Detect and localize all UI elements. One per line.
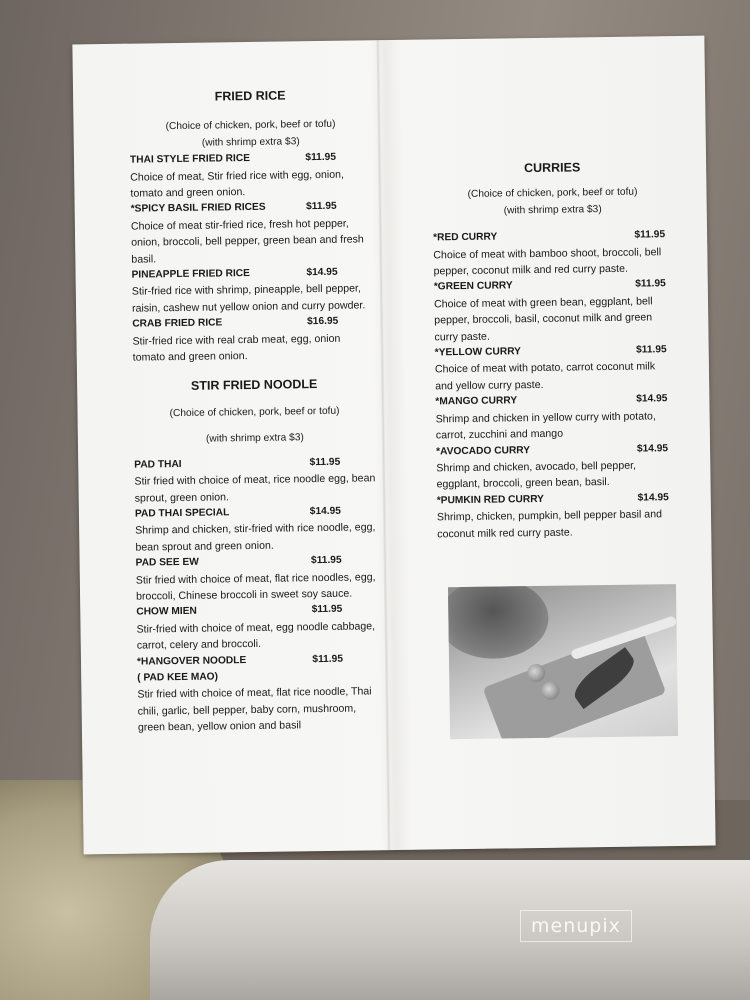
curries-shrimp-note: (with shrimp extra $3) [503, 203, 602, 217]
menu-item [436, 441, 677, 494]
menu-item [434, 277, 675, 346]
item-name: *HANGOVER NOODLE [136, 654, 247, 668]
item-description: Stir-fried with choice of meat, egg noodle cabbage, carrot, celery and broccoli. [136, 620, 376, 652]
garlic-shape [541, 682, 559, 700]
fried-rice-shrimp-note: (with shrimp extra $3) [201, 136, 300, 149]
item-name: THAI STYLE FRIED RICE [129, 153, 251, 166]
menu-item [435, 391, 676, 444]
item-description: Choice of meat with bamboo shoot, broccoli, bell pepper, coconut milk and red curry paste. [433, 245, 662, 278]
item-price: $14.95 [636, 442, 669, 455]
menu-item [131, 264, 374, 317]
item-price: $11.95 [636, 344, 667, 356]
stir-fried-noodle-title: STIR FRIED NOODLE [190, 376, 318, 393]
item-description: Stir-fried rice with shrimp, pineapple, bell pepper, raisin, cashew nut yellow onion and curry powder. [131, 282, 366, 315]
item-description: Stir-fried rice with real crab meat, egg, onion tomato and green onion. [132, 332, 341, 364]
menu-item [132, 314, 375, 367]
item-name: PAD THAI [134, 458, 182, 471]
fried-rice-title: FRIED RICE [214, 88, 286, 104]
item-name: *GREEN CURRY [433, 280, 513, 293]
item-name: *PUMKIN RED CURRY [436, 493, 545, 507]
item-description: Stir fried with choice of meat, flat rice noodles, egg, broccoli, Chinese broccoli in sweet soy sauce. [135, 570, 376, 603]
right-column [432, 158, 677, 542]
menu-item [433, 227, 674, 280]
item-name: PINEAPPLE FRIED RICE [131, 268, 250, 281]
menu-item [131, 199, 374, 268]
menu-item [134, 454, 377, 507]
menu-sheet [72, 36, 715, 855]
item-price: $14.95 [306, 266, 338, 279]
item-price: $14.95 [309, 505, 341, 518]
watermark-logo: menupix [520, 910, 632, 942]
item-price: $11.95 [305, 201, 337, 213]
item-price: $14.95 [636, 393, 668, 405]
item-name: PAD THAI SPECIAL [134, 507, 230, 520]
item-description: Stir fried with choice of meat, flat rice noodle, Thai chili, garlic, bell pepper, baby corn, mushroom, green bean, yellow onion and basil [137, 685, 372, 734]
menu-item [137, 651, 380, 736]
curries-title: CURRIES [523, 160, 581, 176]
item-name: *YELLOW CURRY [434, 346, 522, 359]
noodle-note: (Choice of chicken, pork, beef or tofu) [169, 405, 340, 420]
item-description: Choice of meat stir-fried rice, fresh hot pepper, onion, broccoli, bell pepper, green bean and fresh basil. [130, 217, 364, 266]
item-name: CRAB FRIED RICE [132, 317, 223, 330]
item-price: $16.95 [307, 316, 339, 328]
item-name: CHOW MIEN [136, 606, 197, 618]
menu-item [437, 490, 678, 543]
item-description: Shrimp and chicken, stir-fried with rice noodle, egg, bean sprout and green onion. [135, 521, 376, 554]
item-name: *SPICY BASIL FRIED RICES [130, 202, 266, 216]
item-description: Choice of meat, Stir fried rice with egg, onion, tomato and green onion. [130, 168, 345, 200]
item-name: *MANGO CURRY [435, 395, 518, 408]
fried-rice-note: (Choice of chicken, pork, beef or tofu) [165, 119, 336, 133]
menu-item [135, 503, 378, 556]
food-photo [448, 584, 678, 739]
menu-item [130, 149, 373, 202]
bowl-shape [448, 584, 549, 659]
item-description: Stir fried with choice of meat, rice noodle egg, bean sprout, green onion. [134, 472, 376, 505]
item-description: Shrimp, chicken, pumpkin, bell pepper basil and coconut milk red curry paste. [436, 508, 663, 540]
item-price: $11.95 [311, 604, 343, 616]
noodle-shrimp-note: (with shrimp extra $3) [205, 432, 304, 445]
item-price: $11.95 [305, 152, 337, 164]
item-description: Choice of meat with potato, carrot coconut milk and yellow curry paste. [434, 360, 656, 393]
item-price: $11.95 [312, 653, 344, 665]
item-price: $11.95 [310, 554, 342, 567]
item-price: $11.95 [635, 278, 666, 291]
item-name: *AVOCADO CURRY [436, 444, 531, 457]
menu-item [435, 342, 676, 395]
item-price: $11.95 [634, 229, 666, 241]
item-description: Choice of meat with green bean, eggplant, bell pepper, broccoli, basil, coconut milk and green curry paste. [433, 295, 653, 344]
menu-item [136, 552, 379, 605]
item-price: $14.95 [637, 491, 669, 504]
fabric-right [150, 860, 750, 1000]
item-name: PAD SEE EW [135, 556, 199, 569]
left-column [129, 86, 380, 736]
item-price: $11.95 [309, 456, 341, 468]
item-description: Shrimp and chicken in yellow curry with potato, carrot, zucchini and mango [435, 410, 656, 442]
item-subname: ( PAD KEE MAO) [137, 671, 219, 684]
item-description: Shrimp and chicken, avocado, bell pepper, eggplant, broccoli, green bean, basil. [436, 459, 637, 491]
item-name: *RED CURRY [433, 231, 498, 244]
curries-note: (Choice of chicken, pork, beef or tofu) [467, 186, 638, 201]
menu-item [136, 602, 379, 655]
